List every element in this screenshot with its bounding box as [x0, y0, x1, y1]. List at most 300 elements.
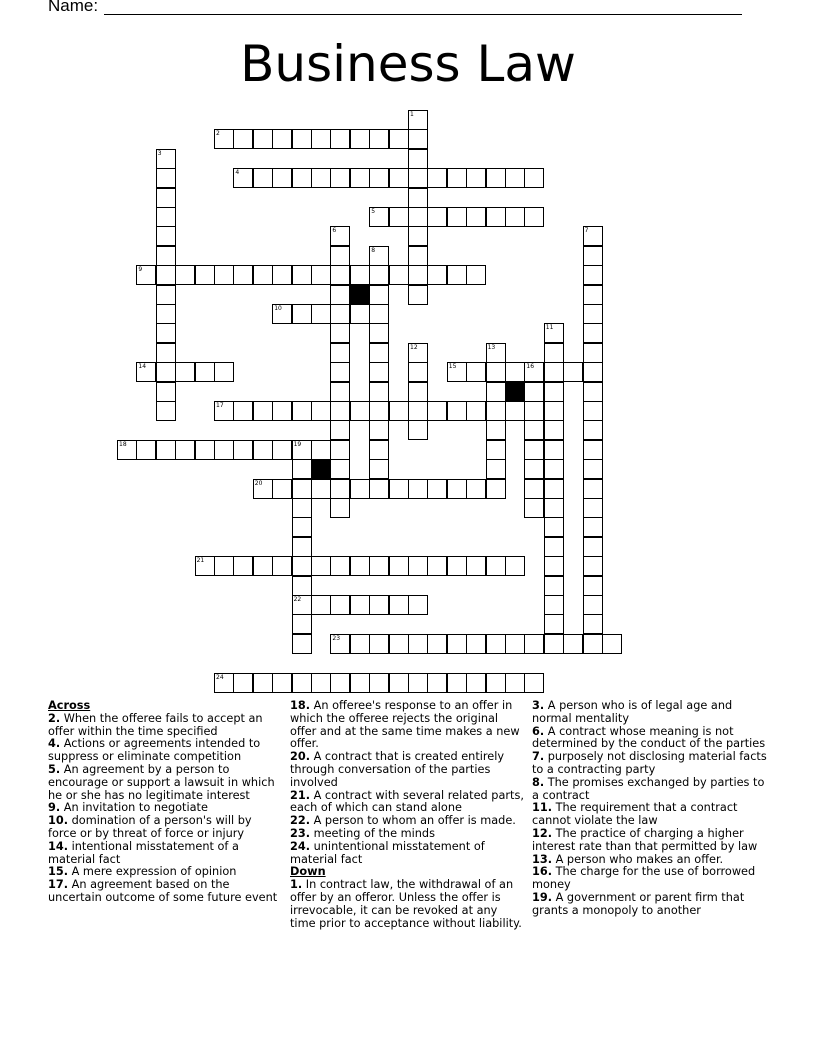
grid-cell[interactable]: [486, 207, 506, 227]
grid-cell[interactable]: [427, 168, 447, 188]
grid-cell[interactable]: [136, 265, 156, 285]
grid-cell[interactable]: [447, 673, 467, 693]
grid-cell[interactable]: [330, 556, 350, 576]
grid-cell[interactable]: [524, 459, 544, 479]
name-label: Name:: [48, 0, 99, 15]
grid-cell[interactable]: [369, 459, 389, 479]
grid-cell[interactable]: [292, 168, 312, 188]
grid-cell[interactable]: [136, 362, 156, 382]
grid-cell[interactable]: [311, 401, 331, 421]
clue-number: 13: [487, 343, 496, 351]
grid-cell[interactable]: [330, 265, 350, 285]
grid-cell[interactable]: [330, 440, 350, 460]
grid-cell[interactable]: [408, 168, 428, 188]
grid-cell[interactable]: [544, 440, 564, 460]
grid-cell[interactable]: [583, 285, 603, 305]
grid-cell[interactable]: [253, 129, 273, 149]
clue-number: 6: [332, 227, 337, 235]
grid-cell[interactable]: [330, 498, 350, 518]
grid-cell[interactable]: [466, 479, 486, 499]
grid-cell[interactable]: [466, 556, 486, 576]
grid-cell[interactable]: [330, 382, 350, 402]
grid-cell[interactable]: [311, 556, 331, 576]
grid-cell[interactable]: [292, 498, 312, 518]
grid-cell[interactable]: [544, 517, 564, 537]
grid-cell[interactable]: [369, 207, 389, 227]
grid-cell[interactable]: [253, 265, 273, 285]
clue-number: 9.: [48, 801, 61, 815]
grid-cell[interactable]: [350, 556, 370, 576]
grid-cell[interactable]: [253, 479, 273, 499]
grid-cell[interactable]: [272, 479, 292, 499]
grid-cell[interactable]: [427, 556, 447, 576]
grid-cell[interactable]: [466, 401, 486, 421]
grid-cell[interactable]: [447, 634, 467, 654]
grid-cell[interactable]: [427, 479, 447, 499]
clue-text: A contract that is created entirely through conversation of the parties involved: [290, 750, 505, 789]
grid-cell[interactable]: [486, 479, 506, 499]
grid-cell[interactable]: [583, 323, 603, 343]
grid-cell[interactable]: [583, 517, 603, 537]
grid-cell[interactable]: [369, 634, 389, 654]
grid-cell[interactable]: [253, 673, 273, 693]
grid-cell[interactable]: [233, 168, 253, 188]
clue-text: The requirement that a contract cannot violate the law: [532, 801, 738, 828]
grid-cell[interactable]: [117, 440, 137, 460]
grid-cell[interactable]: [486, 420, 506, 440]
grid-cell[interactable]: [350, 129, 370, 149]
grid-cell[interactable]: [408, 420, 428, 440]
clue-text: An invitation to negotiate: [60, 801, 208, 815]
grid-cell[interactable]: [505, 401, 525, 421]
clue-number: 3: [157, 149, 162, 157]
grid-cell[interactable]: [292, 576, 312, 596]
grid-cell[interactable]: [292, 595, 312, 615]
clue-number: 4: [235, 169, 240, 177]
black-cell: [505, 382, 525, 402]
grid-cell[interactable]: [408, 479, 428, 499]
grid-cell[interactable]: [486, 382, 506, 402]
grid-cell[interactable]: [544, 343, 564, 363]
grid-cell[interactable]: [447, 168, 467, 188]
clue-number: 14.: [48, 839, 69, 853]
grid-cell[interactable]: [389, 265, 409, 285]
grid-cell[interactable]: [486, 343, 506, 363]
grid-cell[interactable]: [583, 595, 603, 615]
grid-cell[interactable]: [524, 440, 544, 460]
grid-cell[interactable]: [389, 479, 409, 499]
grid-cell[interactable]: [369, 401, 389, 421]
grid-cell[interactable]: [486, 362, 506, 382]
grid-cell[interactable]: [330, 285, 350, 305]
grid-cell[interactable]: [369, 440, 389, 460]
grid-cell[interactable]: [253, 556, 273, 576]
grid-cell[interactable]: [447, 479, 467, 499]
grid-cell[interactable]: [583, 576, 603, 596]
grid-cell[interactable]: [486, 634, 506, 654]
grid-cell[interactable]: [292, 556, 312, 576]
grid-cell[interactable]: [466, 362, 486, 382]
grid-cell[interactable]: [544, 362, 564, 382]
grid-cell[interactable]: [311, 440, 331, 460]
grid-cell[interactable]: [408, 401, 428, 421]
grid-cell[interactable]: [408, 188, 428, 208]
grid-cell[interactable]: [505, 362, 525, 382]
grid-cell[interactable]: [233, 440, 253, 460]
grid-cell[interactable]: [389, 673, 409, 693]
grid-cell[interactable]: [292, 129, 312, 149]
grid-cell[interactable]: [156, 304, 176, 324]
clue-text: Actions or agreements intended to suppress or eliminate competition: [48, 737, 261, 764]
grid-cell[interactable]: [195, 362, 215, 382]
grid-cell[interactable]: [583, 537, 603, 557]
grid-cell[interactable]: [583, 498, 603, 518]
grid-cell[interactable]: [330, 634, 350, 654]
grid-cell[interactable]: [369, 479, 389, 499]
grid-cell[interactable]: [583, 420, 603, 440]
grid-cell[interactable]: [330, 479, 350, 499]
grid-cell[interactable]: [427, 673, 447, 693]
grid-cell[interactable]: [292, 304, 312, 324]
grid-cell[interactable]: [389, 129, 409, 149]
grid-cell[interactable]: [505, 673, 525, 693]
grid-cell[interactable]: [311, 673, 331, 693]
grid-cell[interactable]: [175, 362, 195, 382]
grid-cell[interactable]: [544, 614, 564, 634]
grid-cell[interactable]: [292, 459, 312, 479]
grid-cell[interactable]: [369, 595, 389, 615]
grid-cell[interactable]: [156, 323, 176, 343]
grid-cell[interactable]: [272, 673, 292, 693]
grid-cell[interactable]: [253, 168, 273, 188]
grid-cell[interactable]: [427, 265, 447, 285]
grid-cell[interactable]: [486, 401, 506, 421]
grid-cell[interactable]: [369, 323, 389, 343]
grid-cell[interactable]: [447, 556, 467, 576]
grid-cell[interactable]: [311, 595, 331, 615]
grid-cell[interactable]: [389, 634, 409, 654]
grid-cell[interactable]: [292, 440, 312, 460]
grid-cell[interactable]: [408, 207, 428, 227]
grid-cell[interactable]: [292, 537, 312, 557]
grid-cell[interactable]: [427, 401, 447, 421]
grid-cell[interactable]: [583, 401, 603, 421]
grid-cell[interactable]: [408, 595, 428, 615]
clue-text: A person who makes an offer.: [552, 852, 724, 866]
clue-number: 2: [216, 130, 220, 138]
grid-cell[interactable]: [253, 401, 273, 421]
grid-cell[interactable]: [524, 498, 544, 518]
grid-cell[interactable]: [563, 634, 583, 654]
grid-cell[interactable]: [583, 634, 603, 654]
grid-cell[interactable]: [330, 226, 350, 246]
grid-cell[interactable]: [311, 168, 331, 188]
grid-cell[interactable]: [389, 168, 409, 188]
grid-cell[interactable]: [272, 401, 292, 421]
grid-cell[interactable]: [156, 401, 176, 421]
grid-cell[interactable]: [466, 168, 486, 188]
grid-cell[interactable]: [156, 207, 176, 227]
grid-cell[interactable]: [583, 459, 603, 479]
grid-cell[interactable]: [195, 265, 215, 285]
grid-cell[interactable]: [408, 285, 428, 305]
down-clue-list: [290, 879, 526, 930]
clue: [48, 738, 282, 764]
grid-cell[interactable]: [214, 673, 234, 693]
grid-cell[interactable]: [292, 614, 312, 634]
grid-cell[interactable]: [583, 556, 603, 576]
grid-cell[interactable]: [214, 129, 234, 149]
clue: [532, 777, 768, 803]
clue-number: 23.: [290, 826, 311, 840]
across-clue-list-continued: [290, 700, 526, 866]
grid-cell[interactable]: [253, 440, 273, 460]
grid-cell[interactable]: [486, 673, 506, 693]
grid-cell[interactable]: [330, 323, 350, 343]
clues-column-3: [532, 700, 768, 918]
grid-cell[interactable]: [447, 401, 467, 421]
grid-cell[interactable]: [486, 168, 506, 188]
grid-cell[interactable]: [583, 440, 603, 460]
grid-cell[interactable]: [408, 246, 428, 266]
grid-cell[interactable]: [272, 129, 292, 149]
grid-cell[interactable]: [330, 401, 350, 421]
grid-cell[interactable]: [214, 401, 234, 421]
grid-cell[interactable]: [408, 673, 428, 693]
grid-cell[interactable]: [214, 362, 234, 382]
grid-cell[interactable]: [369, 343, 389, 363]
grid-cell[interactable]: [369, 556, 389, 576]
grid-cell[interactable]: [195, 556, 215, 576]
grid-cell[interactable]: [350, 168, 370, 188]
grid-cell[interactable]: [350, 634, 370, 654]
grid-cell[interactable]: [292, 479, 312, 499]
grid-cell[interactable]: [466, 634, 486, 654]
clue-number: 18: [119, 440, 127, 448]
grid-cell[interactable]: [505, 207, 525, 227]
grid-cell[interactable]: [311, 129, 331, 149]
grid-cell[interactable]: [330, 168, 350, 188]
grid-cell[interactable]: [272, 304, 292, 324]
grid-cell[interactable]: [369, 304, 389, 324]
grid-cell[interactable]: [408, 343, 428, 363]
grid-cell[interactable]: [350, 673, 370, 693]
grid-cell[interactable]: [369, 382, 389, 402]
grid-cell[interactable]: [369, 673, 389, 693]
grid-cell[interactable]: [486, 556, 506, 576]
grid-cell[interactable]: [233, 556, 253, 576]
grid-cell[interactable]: [330, 420, 350, 440]
grid-cell[interactable]: [214, 265, 234, 285]
grid-cell[interactable]: [583, 614, 603, 634]
clue-text: A person who is of legal age and normal mentality: [532, 699, 733, 725]
grid-cell[interactable]: [524, 362, 544, 382]
clue-number: 3.: [532, 699, 545, 712]
grid-cell[interactable]: [272, 440, 292, 460]
grid-cell[interactable]: [583, 246, 603, 266]
grid-cell[interactable]: [156, 265, 176, 285]
grid-cell[interactable]: [583, 343, 603, 363]
grid-cell[interactable]: [292, 265, 312, 285]
grid-cell[interactable]: [233, 673, 253, 693]
grid-cell[interactable]: [505, 634, 525, 654]
clue-text: A mere expression of opinion: [68, 865, 237, 879]
grid-cell[interactable]: [524, 168, 544, 188]
grid-cell[interactable]: [369, 129, 389, 149]
grid-cell[interactable]: [311, 265, 331, 285]
grid-cell[interactable]: [524, 207, 544, 227]
grid-cell[interactable]: [330, 304, 350, 324]
grid-cell[interactable]: [175, 265, 195, 285]
clue-number: 18.: [290, 699, 311, 712]
grid-cell[interactable]: [524, 673, 544, 693]
clue-number: 16.: [532, 865, 553, 879]
grid-cell[interactable]: [389, 556, 409, 576]
grid-cell[interactable]: [292, 634, 312, 654]
grid-cell[interactable]: [330, 129, 350, 149]
grid-cell[interactable]: [408, 226, 428, 246]
grid-cell[interactable]: [602, 634, 622, 654]
down-heading: Down: [290, 865, 326, 879]
grid-cell[interactable]: [156, 440, 176, 460]
grid-cell[interactable]: [156, 285, 176, 305]
grid-cell[interactable]: [408, 634, 428, 654]
grid-cell[interactable]: [330, 343, 350, 363]
grid-cell[interactable]: [350, 401, 370, 421]
grid-cell[interactable]: [427, 634, 447, 654]
grid-cell[interactable]: [350, 265, 370, 285]
grid-cell[interactable]: [583, 382, 603, 402]
grid-cell[interactable]: [233, 129, 253, 149]
grid-cell[interactable]: [544, 382, 564, 402]
grid-cell[interactable]: [156, 246, 176, 266]
clue-number: 4.: [48, 737, 61, 751]
grid-cell[interactable]: [583, 226, 603, 246]
grid-cell[interactable]: [544, 420, 564, 440]
grid-cell[interactable]: [505, 556, 525, 576]
grid-cell[interactable]: [466, 207, 486, 227]
grid-cell[interactable]: [233, 401, 253, 421]
grid-cell[interactable]: [369, 285, 389, 305]
grid-cell[interactable]: [544, 634, 564, 654]
grid-cell[interactable]: [311, 479, 331, 499]
grid-cell[interactable]: [195, 440, 215, 460]
grid-cell[interactable]: [486, 459, 506, 479]
grid-cell[interactable]: [408, 149, 428, 169]
grid-cell[interactable]: [583, 304, 603, 324]
grid-cell[interactable]: [505, 168, 525, 188]
grid-cell[interactable]: [544, 595, 564, 615]
grid-cell[interactable]: [175, 440, 195, 460]
grid-cell[interactable]: [544, 323, 564, 343]
grid-cell[interactable]: [292, 517, 312, 537]
grid-cell[interactable]: [408, 265, 428, 285]
grid-cell[interactable]: [544, 576, 564, 596]
grid-cell[interactable]: [369, 265, 389, 285]
grid-cell[interactable]: [369, 168, 389, 188]
grid-cell[interactable]: [544, 498, 564, 518]
grid-cell[interactable]: [524, 479, 544, 499]
clue: [48, 764, 282, 802]
grid-cell[interactable]: [156, 188, 176, 208]
grid-cell[interactable]: [524, 634, 544, 654]
grid-cell[interactable]: [292, 401, 312, 421]
grid-cell[interactable]: [524, 420, 544, 440]
grid-cell[interactable]: [447, 265, 467, 285]
grid-cell[interactable]: [311, 304, 331, 324]
clue: [532, 866, 768, 892]
grid-cell[interactable]: [466, 265, 486, 285]
grid-cell[interactable]: [389, 595, 409, 615]
grid-cell[interactable]: [330, 246, 350, 266]
grid-cell[interactable]: [156, 149, 176, 169]
grid-cell[interactable]: [583, 265, 603, 285]
grid-cell[interactable]: [214, 440, 234, 460]
page-title: Business Law: [240, 35, 576, 93]
grid-cell[interactable]: [524, 401, 544, 421]
grid-cell[interactable]: [233, 265, 253, 285]
grid-cell[interactable]: [136, 440, 156, 460]
grid-cell[interactable]: [544, 479, 564, 499]
clue: [290, 841, 526, 867]
grid-cell[interactable]: [272, 556, 292, 576]
grid-cell[interactable]: [563, 362, 583, 382]
grid-cell[interactable]: [389, 401, 409, 421]
grid-cell[interactable]: [272, 265, 292, 285]
grid-cell[interactable]: [408, 110, 428, 130]
grid-cell[interactable]: [524, 382, 544, 402]
clue-text: An agreement based on the uncertain outcome of some future event: [48, 878, 278, 904]
grid-cell[interactable]: [389, 207, 409, 227]
grid-cell[interactable]: [544, 401, 564, 421]
grid-cell[interactable]: [583, 479, 603, 499]
grid-cell[interactable]: [156, 382, 176, 402]
grid-cell[interactable]: [369, 246, 389, 266]
grid-cell[interactable]: [408, 556, 428, 576]
grid-cell[interactable]: [156, 226, 176, 246]
clue-text: intentional misstatement of a material fact: [48, 839, 239, 866]
clue-text: A contract whose meaning is not determined by the conduct of the parties: [532, 724, 766, 751]
grid-cell[interactable]: [408, 362, 428, 382]
grid-cell[interactable]: [369, 420, 389, 440]
grid-cell[interactable]: [330, 595, 350, 615]
grid-cell[interactable]: [408, 382, 428, 402]
grid-cell[interactable]: [156, 343, 176, 363]
grid-cell[interactable]: [544, 537, 564, 557]
grid-cell[interactable]: [292, 673, 312, 693]
grid-cell[interactable]: [427, 207, 447, 227]
grid-cell[interactable]: [447, 362, 467, 382]
grid-cell[interactable]: [466, 673, 486, 693]
grid-cell[interactable]: [156, 168, 176, 188]
grid-cell[interactable]: [544, 459, 564, 479]
grid-cell[interactable]: [583, 362, 603, 382]
grid-cell[interactable]: [350, 304, 370, 324]
grid-cell[interactable]: [330, 362, 350, 382]
grid-cell[interactable]: [369, 362, 389, 382]
grid-cell[interactable]: [350, 479, 370, 499]
grid-cell[interactable]: [408, 129, 428, 149]
grid-cell[interactable]: [544, 556, 564, 576]
grid-cell[interactable]: [486, 440, 506, 460]
grid-cell[interactable]: [330, 673, 350, 693]
grid-cell[interactable]: [350, 595, 370, 615]
grid-cell[interactable]: [156, 362, 176, 382]
grid-cell[interactable]: [447, 207, 467, 227]
grid-cell[interactable]: [214, 556, 234, 576]
grid-cell[interactable]: [272, 168, 292, 188]
grid-cell[interactable]: [330, 459, 350, 479]
